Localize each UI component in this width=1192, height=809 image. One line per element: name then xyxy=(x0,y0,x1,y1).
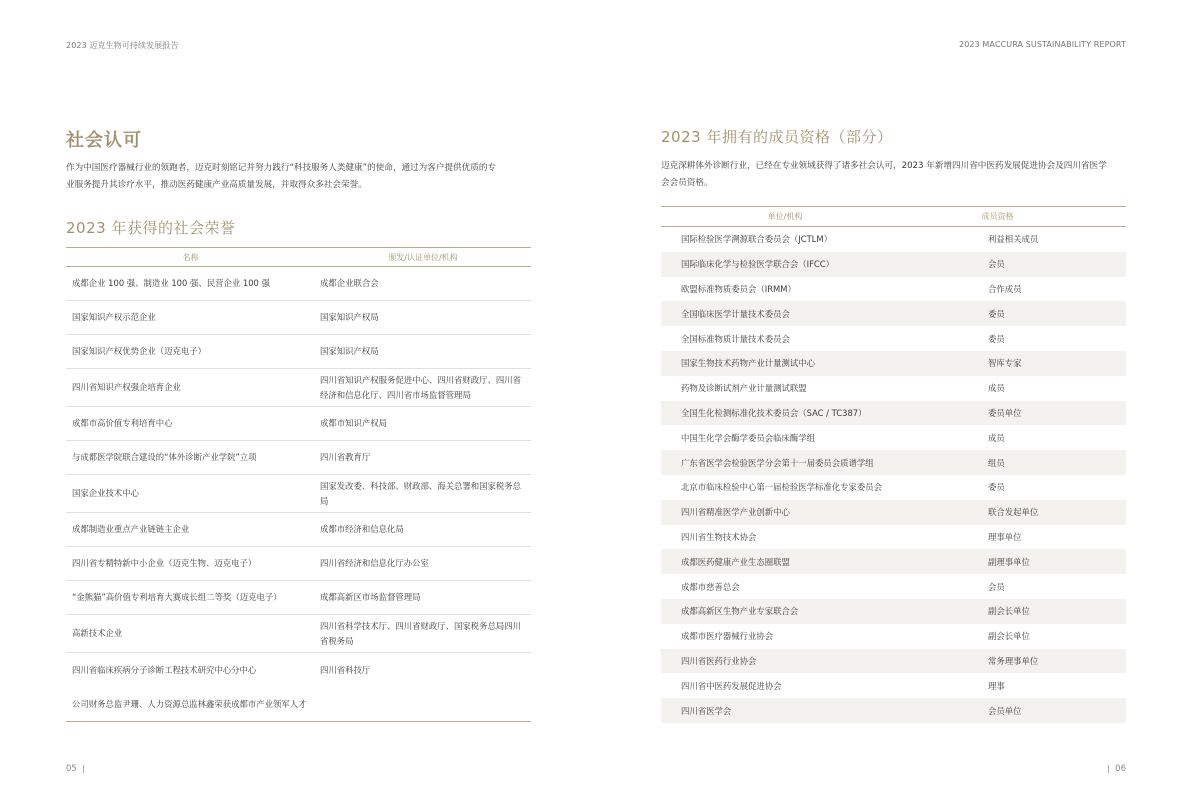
honor-name: 高新技术企业 xyxy=(72,628,123,638)
table-row xyxy=(661,599,1126,624)
member-org: 成都医药健康产业生态圈联盟 xyxy=(681,556,790,567)
table-header xyxy=(661,207,1126,227)
table-row xyxy=(661,450,1126,475)
honor-name: 四川省专精特新中小企业（迈克生物、迈克电子） xyxy=(72,558,257,568)
header-role: 成员资格 xyxy=(981,212,1014,221)
member-role: 会员 xyxy=(988,581,1005,592)
table-header xyxy=(66,248,531,267)
footer-row-text: 公司财务总监尹珊、人力资源总监林鑫荣获成都市产业领军人才 xyxy=(72,698,307,709)
honor-name: 国家知识产权示范企业 xyxy=(72,312,156,322)
table-row xyxy=(661,425,1126,450)
honor-org: 成都高新区市场监督管理局 xyxy=(320,592,421,602)
table-row xyxy=(661,525,1126,550)
page-number: 05 xyxy=(66,764,77,774)
page-number-right xyxy=(1102,764,1126,774)
honor-name: 成都企业 100 强、制造业 100 强、民营企业 100 强 xyxy=(72,278,270,288)
member-role: 成员 xyxy=(988,383,1005,394)
table-row xyxy=(661,574,1126,599)
honors-table xyxy=(66,247,531,722)
honor-name: 与成都医学院联合建设的“体外诊断产业学院”立项 xyxy=(72,452,257,462)
honor-name: 四川省知识产权强企培育企业 xyxy=(72,382,181,392)
table-row xyxy=(66,441,531,475)
member-org: 欧盟标准物质委员会（IRMM） xyxy=(681,283,796,294)
member-org: 国家生物技术药物产业计量测试中心 xyxy=(681,358,815,369)
table-row xyxy=(661,227,1126,252)
member-org: 成都市医疗器械行业协会 xyxy=(681,631,774,642)
honor-name: 国家知识产权优势企业（迈克电子） xyxy=(72,346,206,356)
table-row xyxy=(661,698,1126,723)
member-org: 四川省医药行业协会 xyxy=(681,655,757,666)
report-title-left: 2023 迈克生物可持续发展报告 xyxy=(66,41,179,50)
table-row xyxy=(66,335,531,369)
honor-org: 四川省知识产权服务促进中心、四川省财政厅、四川省经济和信息化厅、四川省市场监督管理局 xyxy=(320,374,521,400)
honor-org: 国家知识产权局 xyxy=(320,312,379,322)
page-number-left xyxy=(66,764,90,774)
member-role: 委员 xyxy=(988,482,1005,493)
honor-name: “金熊猫”高价值专利培育大赛成长组二等奖（迈克电子） xyxy=(72,592,282,602)
member-org: 全国标准物质计量技术委员会 xyxy=(681,333,790,344)
report-title-right: 2023 MACCURA SUSTAINABILITY REPORT xyxy=(959,40,1126,49)
member-role: 委员单位 xyxy=(988,407,1022,418)
member-org: 全国临床医学计量技术委员会 xyxy=(681,308,790,319)
header-org: 单位/机构 xyxy=(767,212,803,221)
membership-table xyxy=(661,206,1126,723)
member-role: 利益相关成员 xyxy=(988,234,1039,245)
member-role: 会员 xyxy=(988,259,1005,270)
honor-org: 四川省科学技术厅、四川省财政厅、国家税务总局四川省税务局 xyxy=(320,620,521,646)
honor-org: 成都市知识产权局 xyxy=(320,418,387,428)
honor-org: 四川省经济和信息化厅办公室 xyxy=(320,558,429,568)
honor-org: 国家发改委、科技部、财政部、海关总署和国家税务总局 xyxy=(320,480,521,506)
member-org: 北京市临床检验中心第一届检验医学标准化专家委员会 xyxy=(681,482,882,493)
member-role: 组员 xyxy=(988,457,1005,468)
honor-org: 四川省科技厅 xyxy=(320,664,371,675)
honor-name: 四川省临床疾病分子诊断工程技术研究中心分中心 xyxy=(72,664,257,675)
table-row xyxy=(661,277,1126,302)
table-row xyxy=(66,581,531,615)
honor-org: 成都企业联合会 xyxy=(320,278,379,288)
honor-name: 成都制造业重点产业链链主企业 xyxy=(72,524,190,534)
member-org: 四川省精准医学产业创新中心 xyxy=(681,507,790,518)
table-row xyxy=(661,252,1126,277)
member-org: 国际临床化学与检验医学联合会（IFCC） xyxy=(681,259,834,270)
member-role: 副会长单位 xyxy=(988,606,1030,617)
member-org: 全国生化检测标准化技术委员会（SAC / TC387） xyxy=(681,407,867,418)
table-body xyxy=(66,267,531,687)
member-role: 副理事单位 xyxy=(988,556,1030,567)
member-role: 副会长单位 xyxy=(988,631,1030,642)
honor-org: 四川省教育厅 xyxy=(320,452,371,462)
table-row xyxy=(661,500,1126,525)
table-row xyxy=(66,407,531,441)
table-row xyxy=(661,351,1126,376)
intro-line: 迈克深耕体外诊断行业，已经在专业领域获得了诸多社会认可，2023 年新增四川省中医药发展促进协会及四川省医学 xyxy=(661,161,1107,171)
table-row xyxy=(661,326,1126,351)
membership-intro xyxy=(661,158,1131,192)
table-row xyxy=(661,376,1126,401)
honors-subtitle: 2023 年获得的社会荣誉 xyxy=(66,219,236,237)
table-row xyxy=(66,301,531,335)
table-row xyxy=(66,267,531,301)
section-title: 社会认可 xyxy=(66,130,142,151)
table-row xyxy=(661,673,1126,698)
intro-line: 作为中国医疗器械行业的领跑者，迈克时刻铭记并努力践行“科技服务人类健康”的使命，通过为客户提供优质的专 xyxy=(66,163,497,173)
honor-org: 国家知识产权局 xyxy=(320,346,379,356)
member-org: 药物及诊断试剂产业计量测试联盟 xyxy=(681,383,807,394)
member-org: 成都高新区生物产业专家联合会 xyxy=(681,606,799,617)
intro-paragraph xyxy=(66,160,536,194)
header-org: 颁发/认证单位/机构 xyxy=(388,252,458,262)
table-row xyxy=(661,401,1126,426)
member-role: 委员 xyxy=(988,308,1005,319)
divider xyxy=(1108,765,1109,773)
member-org: 四川省生物技术协会 xyxy=(681,531,757,542)
member-role: 理事单位 xyxy=(988,531,1022,542)
honor-org: 成都市经济和信息化局 xyxy=(320,524,404,534)
member-role: 成员 xyxy=(988,432,1005,443)
intro-line: 会会员资格。 xyxy=(661,178,713,188)
table-row xyxy=(66,547,531,581)
header-name: 名称 xyxy=(182,252,199,262)
member-org: 四川省中医药发展促进协会 xyxy=(681,680,782,691)
table-row xyxy=(661,475,1126,500)
table-row xyxy=(66,369,531,407)
member-org: 广东省医学会检验医学分会第十一届委员会质谱学组 xyxy=(681,457,874,468)
honor-name: 成都市高价值专利培育中心 xyxy=(72,418,173,428)
member-org: 中国生化学会酶学委员会临床酶学组 xyxy=(681,432,815,443)
table-row xyxy=(661,624,1126,649)
table-row xyxy=(661,301,1126,326)
table-row xyxy=(661,649,1126,674)
member-role: 联合发起单位 xyxy=(988,507,1039,518)
member-role: 会员单位 xyxy=(988,705,1022,716)
member-role: 常务理事单位 xyxy=(988,655,1039,666)
member-org: 国际检验医学溯源联合委员会（JCTLM） xyxy=(681,234,832,245)
table-row xyxy=(66,615,531,653)
table-body xyxy=(661,227,1126,723)
table-row xyxy=(66,475,531,513)
table-row xyxy=(66,653,531,687)
page-number: 06 xyxy=(1115,764,1126,774)
member-role: 委员 xyxy=(988,333,1005,344)
member-org: 成都市慈善总会 xyxy=(681,581,740,592)
table-row xyxy=(66,687,531,721)
table-row xyxy=(661,549,1126,574)
membership-subtitle: 2023 年拥有的成员资格（部分） xyxy=(661,128,893,146)
member-org: 四川省医学会 xyxy=(681,705,732,716)
intro-line: 业服务提升其诊疗水平，推动医药健康产业高质量发展，并取得众多社会荣誉。 xyxy=(66,180,367,190)
table-row xyxy=(66,513,531,547)
member-role: 智库专家 xyxy=(988,358,1022,369)
divider xyxy=(83,765,84,773)
member-role: 合作成员 xyxy=(988,283,1022,294)
honor-name: 国家企业技术中心 xyxy=(72,488,139,498)
member-role: 理事 xyxy=(988,680,1005,691)
